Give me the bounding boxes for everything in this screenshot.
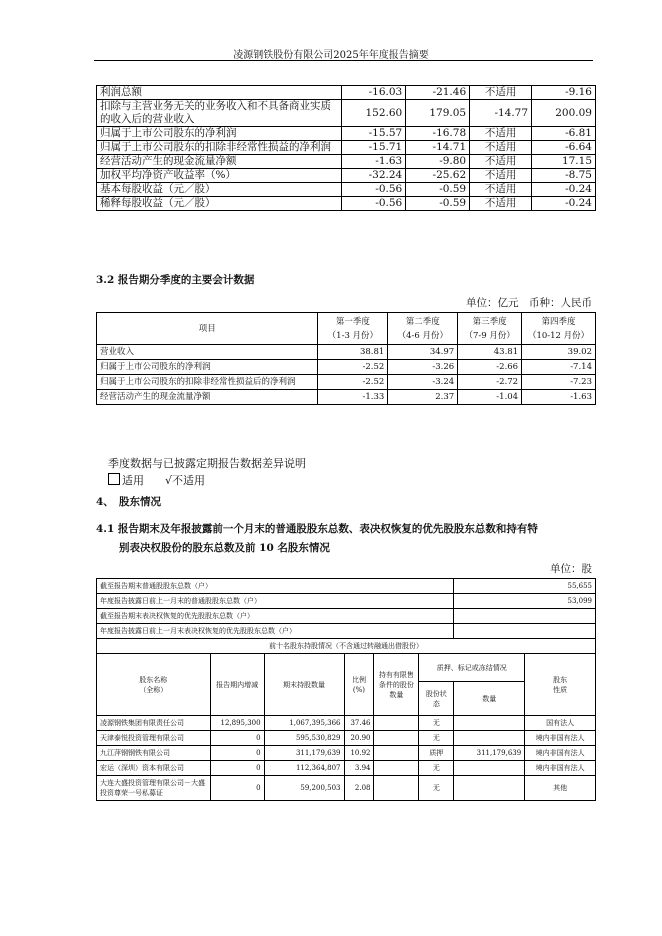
header-ratio-sub: (%) [352, 685, 366, 694]
row-label: 归属于上市公司股东的净利润 [97, 360, 318, 375]
header-q3-sub: （7-9 月份） [464, 330, 515, 341]
holder-change: 12,895,300 [210, 716, 264, 731]
summary-value: 53,099 [454, 594, 596, 609]
holder-change: 0 [210, 731, 264, 746]
header-q1-sub: （1-3 月份） [327, 330, 379, 341]
header-q1 [318, 313, 388, 345]
row-value: -7.23 [522, 375, 596, 390]
holder-restricted [374, 761, 419, 776]
holder-nature: 其他 [525, 776, 596, 801]
holder-name: 凌源钢铁集团有限责任公司 [97, 716, 211, 731]
header-q4 [522, 313, 596, 345]
row-value: 不适用 [470, 86, 532, 100]
checkmark-icon: √ [165, 474, 173, 487]
holder-pledge-qty: 311,179,639 [454, 746, 525, 761]
row-label: 扣除与主营业务无关的业务收入和不具备商业实质的收入后的营业收入 [97, 100, 342, 127]
row-value: 39.02 [522, 345, 596, 360]
table-row [97, 345, 596, 360]
summary-row [97, 579, 596, 594]
header-q1-label: 第一季度 [335, 316, 370, 327]
row-label: 归属于上市公司股东的扣除非经常性损益后的净利润 [97, 375, 318, 390]
header-shares: 期末持股数量 [264, 654, 344, 716]
holder-ratio: 20.90 [344, 731, 374, 746]
holder-name: 天津泰悦投资管理有限公司 [97, 731, 211, 746]
holder-shares: 595,530,829 [264, 731, 344, 746]
holder-pledge-status: 质押 [419, 746, 454, 761]
holder-pledge-status: 无 [419, 731, 454, 746]
holder-pledge-qty [454, 731, 525, 746]
not-applicable-label: 不适用 [172, 474, 206, 487]
holder-change: 0 [210, 776, 264, 801]
row-value: -0.56 [342, 183, 406, 197]
row-value: -14.77 [470, 100, 532, 127]
header-q2 [388, 313, 458, 345]
table-row [97, 716, 596, 731]
row-value: -25.62 [406, 169, 470, 183]
row-value: 不适用 [470, 141, 532, 155]
table-row [97, 197, 596, 211]
row-value: 43.81 [458, 345, 522, 360]
summary-value [454, 624, 596, 639]
holder-restricted [374, 731, 419, 746]
row-value: 2.37 [388, 390, 458, 405]
row-label: 归属于上市公司股东的扣除非经常性损益的净利润 [97, 141, 342, 155]
applicability-options [108, 472, 205, 488]
row-value: 不适用 [470, 127, 532, 141]
header-pledge-status: 股份状态 [419, 682, 454, 716]
holder-pledge-qty [454, 776, 525, 801]
holder-ratio: 2.08 [344, 776, 374, 801]
row-value: -7.14 [522, 360, 596, 375]
holder-change: 0 [210, 746, 264, 761]
section-4-1-title-line2: 别表决权股份的股东总数及前 10 名股东情况 [119, 542, 330, 554]
row-value: -15.57 [342, 127, 406, 141]
row-value: 不适用 [470, 169, 532, 183]
header-pledge: 质押、标记或冻结情况 [419, 654, 525, 682]
applicable-checkbox[interactable] [108, 473, 120, 485]
row-value: 34.97 [388, 345, 458, 360]
header-q2-sub: （4-6 月份） [397, 330, 448, 341]
row-value: -2.66 [458, 360, 522, 375]
table-row [97, 390, 596, 405]
row-value: 不适用 [470, 197, 532, 211]
row-value: 38.81 [318, 345, 388, 360]
section-4-1-title-line1: 4.1 报告期末及年报披露前一个月末的普通股股东总数、表决权恢复的优先股股东总数和持有特 [96, 523, 538, 535]
summary-row [97, 609, 596, 624]
row-value: -21.46 [406, 86, 470, 100]
section-3-2-unit: 单位：亿元 币种：人民币 [466, 297, 592, 309]
summary-label: 年度报告披露日前上一月末的普通股股东总数（户） [97, 594, 454, 609]
holder-nature: 境内非国有法人 [525, 731, 596, 746]
holder-shares: 1,067,395,366 [264, 716, 344, 731]
holder-change: 0 [210, 761, 264, 776]
quarterly-data-table [96, 312, 596, 405]
header-q3 [458, 313, 522, 345]
header-q2-label: 第二季度 [405, 316, 440, 327]
header-q4-sub: （10-12 月份） [527, 330, 590, 341]
holder-name: 九江萍钢钢铁有限公司 [97, 746, 211, 761]
top10-title: 前十名股东持股情况（不含通过转融通出借股份） [97, 639, 596, 654]
header-ratio [344, 654, 374, 716]
header-nature-label: 股东 [553, 675, 568, 684]
row-value: -0.24 [532, 197, 596, 211]
row-label: 稀释每股收益（元／股） [97, 197, 342, 211]
holder-name: 宏运（深圳）资本有限公司 [97, 761, 211, 776]
holder-ratio: 3.94 [344, 761, 374, 776]
table-row [97, 100, 596, 127]
holder-pledge-status: 无 [419, 761, 454, 776]
table-row [97, 360, 596, 375]
row-label: 基本每股收益（元／股） [97, 183, 342, 197]
row-value: 不适用 [470, 155, 532, 169]
holder-restricted [374, 776, 419, 801]
table-row [97, 183, 596, 197]
section-3-2-title: 3.2 报告期分季度的主要会计数据 [96, 274, 255, 286]
section-4-unit: 单位：股 [550, 563, 592, 575]
row-label: 营业收入 [97, 345, 318, 360]
holder-pledge-qty [454, 716, 525, 731]
summary-row [97, 594, 596, 609]
holder-ratio: 10.92 [344, 746, 374, 761]
row-value: -0.56 [342, 197, 406, 211]
row-value: -1.63 [342, 155, 406, 169]
table-row [97, 761, 596, 776]
holder-shares: 59,200,503 [264, 776, 344, 801]
summary-row [97, 624, 596, 639]
holder-name: 大连大盛投资管理有限公司－大盛投资尊荣一号私募证 [97, 776, 211, 801]
row-value: 152.60 [342, 100, 406, 127]
holder-pledge-status: 无 [419, 716, 454, 731]
row-value: -0.59 [406, 197, 470, 211]
row-value: -3.24 [388, 375, 458, 390]
holder-restricted [374, 746, 419, 761]
header-change: 报告期内增减 [210, 654, 264, 716]
row-value: -2.72 [458, 375, 522, 390]
row-value: -2.52 [318, 360, 388, 375]
header-rule [94, 60, 593, 61]
row-label: 经营活动产生的现金流量净额 [97, 155, 342, 169]
header-nature [525, 654, 596, 716]
row-value: -14.71 [406, 141, 470, 155]
header-q3-label: 第三季度 [472, 316, 507, 327]
row-value: -32.24 [342, 169, 406, 183]
summary-label: 截至报告期末普通股股东总数（户） [97, 579, 454, 594]
holder-restricted [374, 716, 419, 731]
holder-pledge-qty [454, 761, 525, 776]
table-row [97, 127, 596, 141]
header-restricted: 持有有限售条件的股份数量 [374, 654, 419, 716]
table-row [97, 141, 596, 155]
table-row [97, 155, 596, 169]
row-label: 加权平均净资产收益率（%） [97, 169, 342, 183]
summary-value [454, 609, 596, 624]
row-value: -16.78 [406, 127, 470, 141]
holder-shares: 112,364,807 [264, 761, 344, 776]
shareholders-table [96, 578, 596, 801]
row-label: 利润总额 [97, 86, 342, 100]
table-row [97, 731, 596, 746]
table-row [97, 169, 596, 183]
annual-data-table [96, 85, 596, 211]
quarterly-diff-note: 季度数据与已披露定期报告数据差异说明 [108, 457, 306, 470]
row-label: 经营活动产生的现金流量净额 [97, 390, 318, 405]
summary-label: 截至报告期末表决权恢复的优先股股东总数（户） [97, 609, 454, 624]
holder-nature: 国有法人 [525, 716, 596, 731]
holder-ratio: 37.46 [344, 716, 374, 731]
header-ratio-label: 比例 [351, 675, 366, 684]
holder-nature: 境内非国有法人 [525, 761, 596, 776]
holder-pledge-status: 无 [419, 776, 454, 801]
table-row [97, 776, 596, 801]
row-value: -1.33 [318, 390, 388, 405]
row-value: -1.63 [522, 390, 596, 405]
row-value: -8.75 [532, 169, 596, 183]
applicable-label: 适用 [122, 474, 144, 487]
header-holder-name-label: 股东名称 [139, 675, 168, 684]
row-value: -16.03 [342, 86, 406, 100]
table-row [97, 746, 596, 761]
summary-value: 55,655 [454, 579, 596, 594]
row-value: 179.05 [406, 100, 470, 127]
header-nature-sub: 性质 [553, 685, 568, 694]
header-holder-name [97, 654, 211, 716]
header-holder-name-sub: （全称） [139, 685, 168, 694]
summary-label: 年度报告披露日前上一月末表决权恢复的优先股股东总数（户） [97, 624, 454, 639]
row-value: -15.71 [342, 141, 406, 155]
page-header: 凌源钢铁股份有限公司2025年年度报告摘要 [233, 50, 429, 61]
holder-shares: 311,179,639 [264, 746, 344, 761]
row-value: 17.15 [532, 155, 596, 169]
row-label: 归属于上市公司股东的净利润 [97, 127, 342, 141]
row-value: -0.59 [406, 183, 470, 197]
section-4-title: 4、 股东情况 [96, 496, 162, 508]
row-value: 不适用 [470, 183, 532, 197]
row-value: -0.24 [532, 183, 596, 197]
table-row [97, 86, 596, 100]
row-value: 200.09 [532, 100, 596, 127]
row-value: -9.16 [532, 86, 596, 100]
row-value: -6.64 [532, 141, 596, 155]
row-value: -1.04 [458, 390, 522, 405]
header-pledge-qty: 数量 [454, 682, 525, 716]
row-value: -6.81 [532, 127, 596, 141]
row-value: -3.26 [388, 360, 458, 375]
table-row [97, 375, 596, 390]
header-item: 项目 [97, 313, 318, 345]
holder-nature: 境内非国有法人 [525, 746, 596, 761]
row-value: -9.80 [406, 155, 470, 169]
row-value: -2.52 [318, 375, 388, 390]
header-q4-label: 第四季度 [541, 316, 576, 327]
